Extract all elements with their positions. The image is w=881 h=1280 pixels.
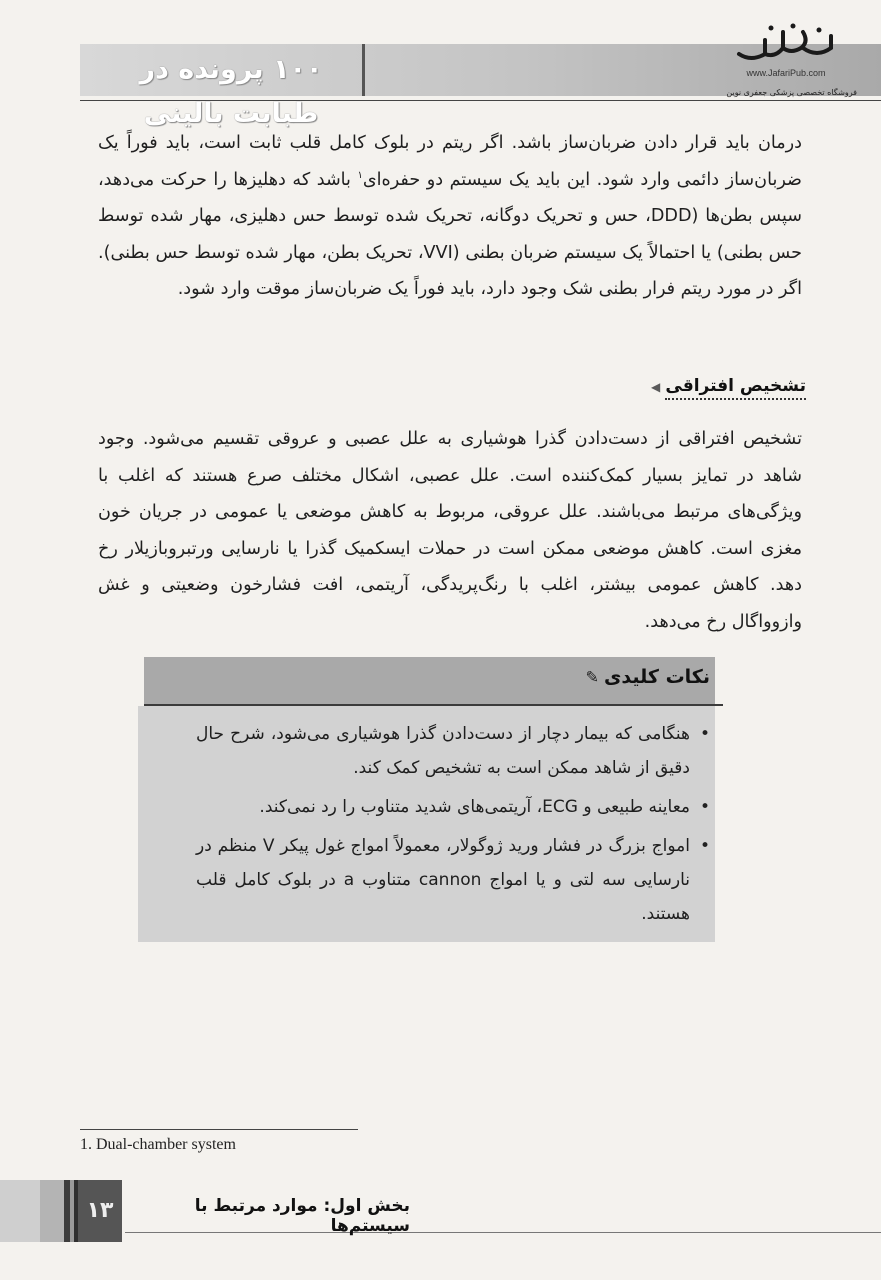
pencil-icon: ✎	[585, 667, 599, 687]
key-points-list	[196, 717, 716, 936]
store-name: فروشگاه تخصصی پزشکی جعفری نوین	[726, 88, 857, 97]
section-heading-text: تشخیص افتراقی	[665, 376, 806, 400]
key-point-item: • هنگامی که بیمار دچار از دست‌دادن گذرا هوشیاری می‌شود، شرح حال دقیق از شاهد ممکن است به تشخیص کمک کند.	[196, 717, 716, 785]
site-url: www.JafariPub.com	[746, 68, 826, 78]
footnote: 1. Dual-chamber system	[80, 1136, 236, 1153]
footer-tab-stripe	[0, 1180, 40, 1242]
publisher-logo-icon	[731, 18, 841, 66]
footer-tab-stripe	[40, 1180, 64, 1242]
footnote-ref[interactable]: ۱	[357, 169, 363, 181]
paragraph-treatment-text-b: باشد که دهلیزها را حرکت می‌دهد، سپس بطن‌ها (DDD، حس و تحریک دوگانه، تحریک شده توسط حس دهلیزی، مهار شده توسط حس بطنی) یا احتمالاً یک سیستم ضربان بطنی (VVI، تحریک بطن، مهار شده توسط حس بطنی). اگر در مورد ریتم فرار بطنی شک وجود دارد، باید فوراً یک ضربان‌ساز موقت وارد شود.	[98, 169, 802, 300]
chapter-title: بخش اول: موارد مرتبط با سیستم‌ها	[194, 1196, 410, 1236]
paragraph-differential: تشخیص افتراقی از دست‌دادن گذرا هوشیاری به علل عصبی و عروقی تقسیم می‌شود. وجود شاهد در تمایز بسیار کمک‌کننده است. علل عصبی، اشکال مختلف صرع هستند که اغلب با ویژگی‌های مرتبط می‌باشند. علل عروقی، مربوط به کاهش موضعی یا عمومی در جریان خون مغزی است. کاهش موضعی ممکن است در حملات ایسکمیک گذرا یا نارسایی ورتبروبازیلار رخ دهد. کاهش عمومی بیشتر، اغلب با رنگ‌پریدگی، آریتمی، افت فشارخون وضعیتی و غش وازوواگال رخ می‌دهد.	[98, 429, 802, 632]
paragraph-treatment	[98, 125, 802, 308]
book-title: ۱۰۰ پرونده در طبابت بالینی	[139, 54, 323, 129]
paragraph-treatment-text-a: درمان باید قرار دادن ضربان‌ساز باشد. اگر ریتم در بلوک کامل قلب ثابت است، باید فوراً یک ضربان‌ساز دائمی وارد شود. این باید یک سیستم دو حفره‌ای	[98, 133, 802, 190]
publisher-logo	[726, 18, 846, 90]
section-heading	[560, 376, 806, 406]
triangle-bullet-icon: ◀	[651, 379, 661, 394]
key-point-item: • امواج بزرگ در فشار ورید ژوگولار، معمولاً امواج غول پیکر V منظم در نارسایی سه لتی و یا امواج cannon متناوب a در بلوک کامل قلب هستند.	[196, 829, 716, 931]
page-number: ۱۳	[86, 1198, 114, 1223]
key-points-title	[560, 666, 714, 698]
key-point-item: • معاینه طبیعی و ECG، آریتمی‌های شدید متناوب را رد نمی‌کند.	[196, 790, 716, 824]
key-points-title-text: نکات کلیدی	[604, 666, 710, 688]
footnote-rule	[80, 1129, 358, 1130]
